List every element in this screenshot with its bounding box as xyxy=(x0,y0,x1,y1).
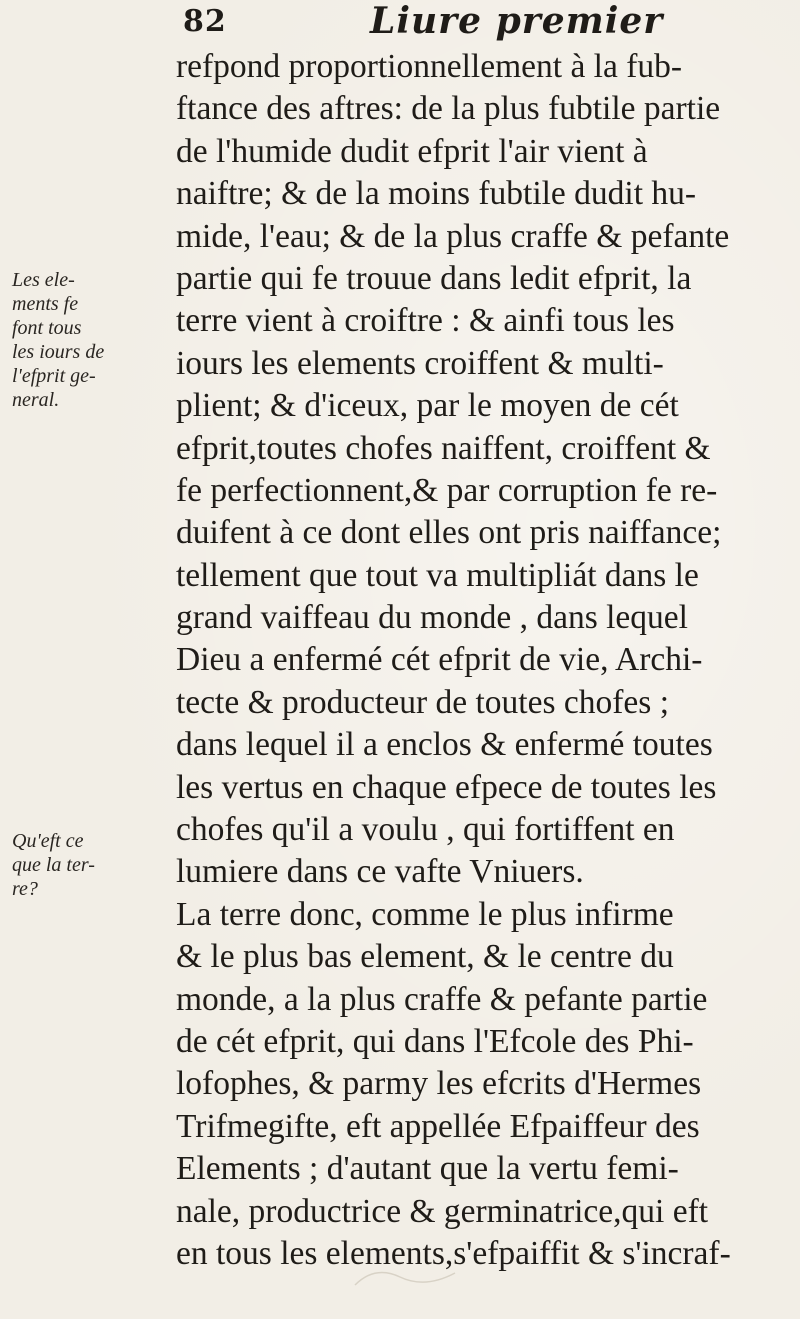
text-line: Trifmegifte, eft appellée Efpaiffeur des xyxy=(176,1107,700,1145)
text-line: refpond proportionnellement à la fub- xyxy=(176,48,683,85)
text-line: Elements ; d'autant que la vertu femi- xyxy=(176,1150,679,1188)
marginal-note-line: neral. xyxy=(12,389,60,411)
text-line: ftance des aftres: de la plus fubtile partie xyxy=(176,90,721,128)
text-line: lumiere dans ce vafte Vniuers. xyxy=(176,853,584,891)
text-line: terre vient à croiftre : & ainfi tous les xyxy=(176,302,675,340)
page-number: 82 xyxy=(183,4,227,39)
text-line: partie qui fe trouue dans ledit efprit, la xyxy=(176,259,692,297)
text-line: efprit,toutes chofes naiffent, croiffent & xyxy=(176,429,711,467)
text-line: La terre donc, comme le plus infirme xyxy=(176,895,674,933)
text-line: les vertus en chaque efpece de toutes les xyxy=(176,768,717,806)
marginal-note-line: les iours de xyxy=(12,341,105,363)
text-line: duifent à ce dont elles ont pris naiffance; xyxy=(176,514,722,552)
text-line: de cét efprit, qui dans l'Efcole des Phi- xyxy=(176,1022,694,1060)
text-line: Dieu a enfermé cét efprit de vie, Archi- xyxy=(176,641,703,679)
body-text xyxy=(176,46,776,1275)
text-line: mide, l'eau; & de la plus craffe & pefante xyxy=(176,217,730,255)
show-through-ink-mark xyxy=(345,1255,465,1295)
marginal-note-line: l'efprit ge- xyxy=(12,365,96,387)
text-line: chofes qu'il a voulu , qui fortiffent en xyxy=(176,811,675,849)
text-line: plient; & d'iceux, par le moyen de cét xyxy=(176,387,679,425)
marginal-note-elements xyxy=(12,268,162,412)
marginal-note-line: ments fe xyxy=(12,293,79,315)
text-line: dans lequel il a enclos & enfermé toutes xyxy=(176,726,713,764)
marginal-note-earth xyxy=(12,829,162,901)
text-line: naiftre; & de la moins fubtile dudit hu- xyxy=(176,175,697,213)
text-line: nale, productrice & germinatrice,qui eft xyxy=(176,1192,709,1230)
marginal-note-line: Qu'eft ce xyxy=(12,830,84,852)
marginal-note-line: re? xyxy=(12,878,38,900)
marginal-note-line: que la ter- xyxy=(12,854,95,876)
text-line: de l'humide dudit efprit l'air vient à xyxy=(176,132,648,170)
text-line: tellement que tout va multipliát dans le xyxy=(176,556,699,594)
text-line: iours les elements croiffent & multi- xyxy=(176,344,664,382)
text-line: & le plus bas element, & le centre du xyxy=(176,938,674,976)
text-line: grand vaiffeau du monde , dans lequel xyxy=(176,599,688,637)
text-line: fe perfectionnent,& par corruption fe re- xyxy=(176,471,718,509)
running-title: Liure premier xyxy=(370,0,664,42)
text-line: en tous les elements,s'efpaiffit & s'incraf- xyxy=(176,1234,731,1272)
marginal-note-line: Les ele- xyxy=(12,269,75,291)
text-line: lofophes, & parmy les efcrits d'Hermes xyxy=(176,1065,702,1103)
text-line: monde, a la plus craffe & pefante partie xyxy=(176,980,708,1018)
text-line: tecte & producteur de toutes chofes ; xyxy=(176,683,670,721)
marginal-note-line: font tous xyxy=(12,317,82,339)
